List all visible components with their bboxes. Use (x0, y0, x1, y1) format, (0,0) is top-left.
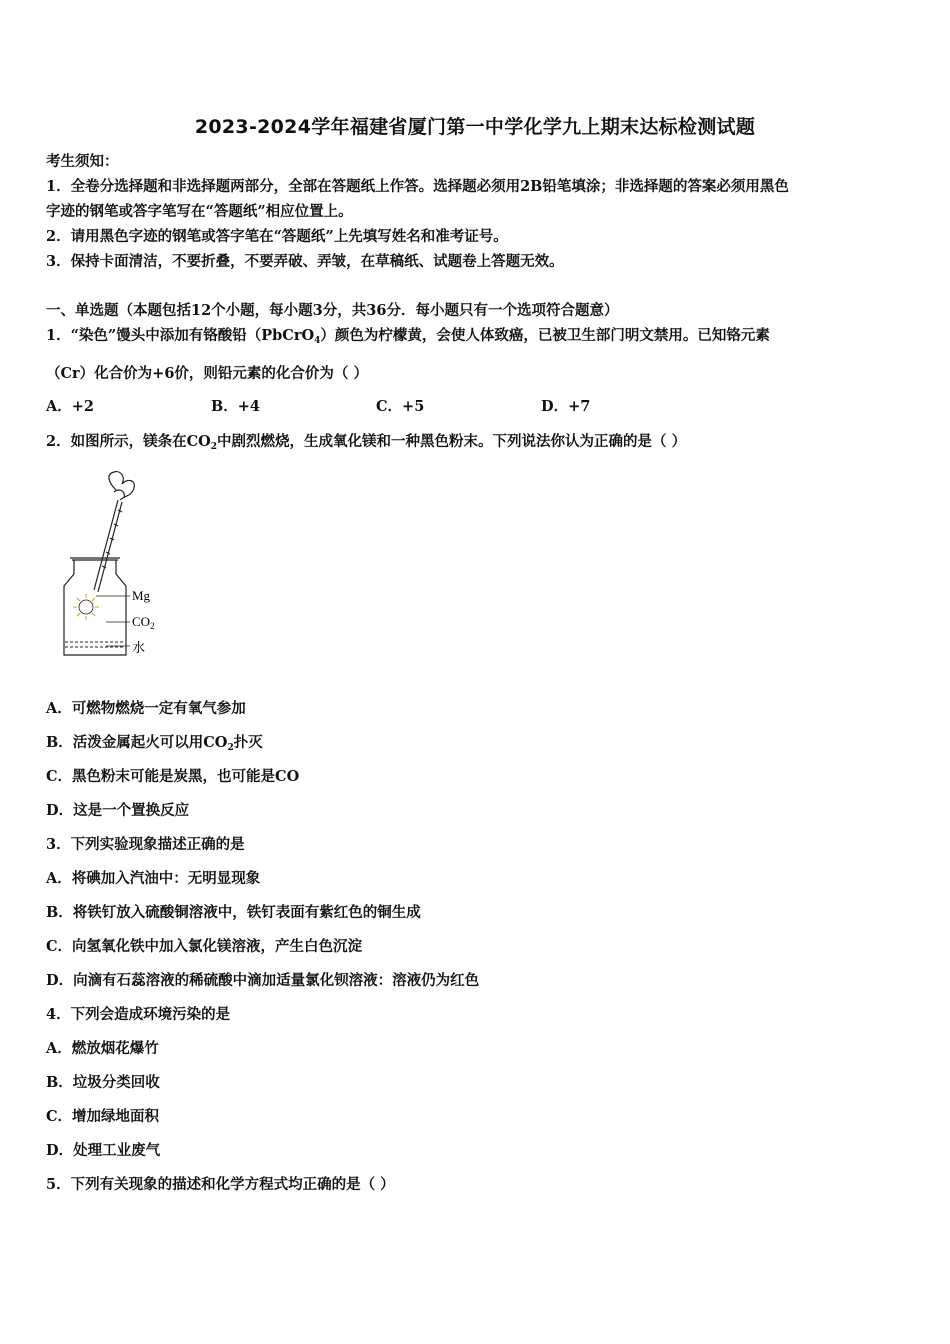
q3-stem: 3．下列实验现象描述正确的是 (46, 836, 245, 853)
document-title: 2023-2024学年福建省厦门第一中学化学九上期末达标检测试题 (194, 116, 756, 138)
notice-item-1-cont: 字迹的钢笔或答字笔写在“答题纸”相应位置上。 (46, 203, 353, 220)
q2-option-b[interactable]: B．活泼金属起火可以用$CO_2$扑灭 (46, 734, 263, 753)
q4-option-d[interactable]: D．处理工业废气 (46, 1142, 161, 1159)
label-co2: $CO_2$ (132, 614, 155, 631)
q2-stem-part1: 2．如图所示，镁条在CO (46, 433, 211, 450)
q2-subscript: 2 (210, 442, 218, 452)
q1-stem-part1: 1．“染色”馒头中添加有铬酸铅（PbCrO (46, 327, 315, 344)
q1-stem-line2: （Cr）化合价为+6价，则铅元素的化合价为（ ） (46, 365, 368, 382)
q2-stem (46, 432, 686, 457)
burning-mg-icon (73, 594, 99, 620)
q1-option-d[interactable]: D．+7 (541, 398, 591, 415)
notice-item-1: 1．全卷分选择题和非选择题两部分，全部在答题纸上作答。选择题必须用2B铅笔填涂；非选择题的答案必须用黑色 (46, 178, 789, 195)
q5-stem: 5．下列有关现象的描述和化学方程式均正确的是（ ） (46, 1176, 395, 1193)
q4-option-b[interactable]: B．垃圾分类回收 (46, 1074, 160, 1091)
q1-stem-part2: ）颜色为柠檬黄，会使人体致癌，已被卫生部门明文禁用。已知铬元素 (320, 327, 770, 344)
q1-stem-line1 (46, 326, 770, 351)
q4-option-a[interactable]: A．燃放烟花爆竹 (46, 1040, 159, 1057)
q2-option-a[interactable]: A．可燃物燃烧一定有氧气参加 (46, 700, 246, 717)
q1-option-b[interactable]: B．+4 (211, 398, 260, 415)
tongs-icon (94, 472, 134, 592)
section-heading: 一、单选题（本题包括12个小题，每小题3分，共36分．每小题只有一个选项符合题意） (46, 302, 619, 319)
q3-option-a[interactable]: A．将碘加入汽油中：无明显现象 (46, 870, 261, 887)
q3-option-c[interactable]: C．向氢氧化铁中加入氯化镁溶液，产生白色沉淀 (46, 938, 363, 955)
q3-option-b[interactable]: B．将铁钉放入硫酸铜溶液中，铁钉表面有紫红色的铜生成 (46, 904, 421, 921)
q1-subscript: 4 (314, 336, 321, 346)
label-water: 水 (132, 640, 146, 655)
mg-combustion-diagram (56, 470, 176, 665)
q1-option-c[interactable]: C．+5 (376, 398, 425, 415)
q4-option-c[interactable]: C．增加绿地面积 (46, 1108, 160, 1125)
q2-option-d[interactable]: D．这是一个置换反应 (46, 802, 190, 819)
notice-heading: 考生须知： (46, 153, 119, 170)
q2-stem-part2: 中剧烈燃烧，生成氧化镁和一种黑色粉末。下列说法你认为正确的是（ ） (217, 433, 687, 450)
notice-item-3: 3．保持卡面清洁，不要折叠，不要弄破、弄皱，在草稿纸、试题卷上答题无效。 (46, 253, 564, 270)
gas-jar-icon (64, 558, 126, 655)
q2-option-c[interactable]: C．黑色粉末可能是炭黑，也可能是CO (46, 768, 300, 785)
q1-option-a[interactable]: A．+2 (46, 398, 94, 415)
notice-item-2: 2．请用黑色字迹的钢笔或答字笔在“答题纸”上先填写姓名和准考证号。 (46, 228, 508, 245)
q4-stem: 4．下列会造成环境污染的是 (46, 1006, 231, 1023)
label-mg: Mg (132, 588, 151, 603)
q3-option-d[interactable]: D．向滴有石蕊溶液的稀硫酸中滴加适量氯化钡溶液：溶液仍为红色 (46, 972, 480, 989)
